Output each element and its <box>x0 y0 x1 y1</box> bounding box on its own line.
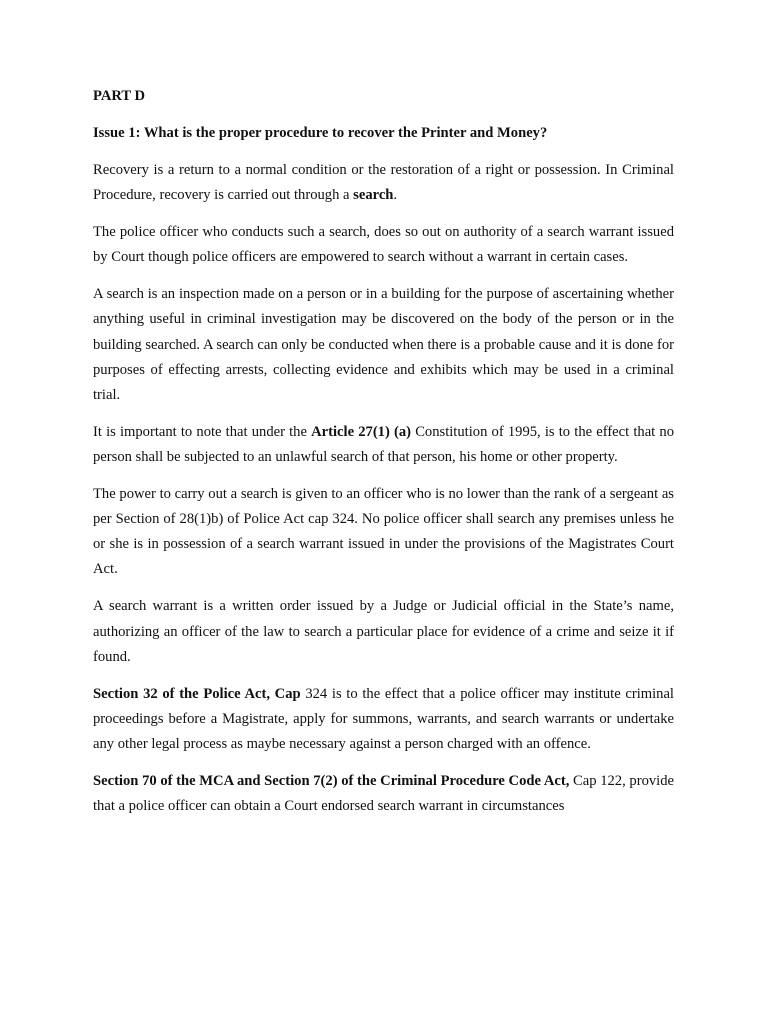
bold-citation-article: Article 27(1) (a) <box>311 423 412 440</box>
paragraph-recovery: Recovery is a return to a normal condition or the restoration of a right or possession. In Criminal Procedure, recovery is carried out through a search. <box>93 162 674 204</box>
paragraph-section-32: Section 32 of the Police Act, Cap 324 is to the effect that a police officer may institute criminal proceedings before a Magistrate, apply for summons, warrants, and search warrants or undertake any other legal process as maybe necessary against a person charged with an offence. <box>93 685 674 752</box>
paragraph-search-definition: A search is an inspection made on a person or in a building for the purpose of ascertaining whether anything useful in criminal investigation may be discovered on the body of the person or in the building searched. A search can only be conducted when there is a probable cause and it is done for purposes of effecting arrests, collecting evidence and exhibits which may be used in a criminal trial. <box>93 286 674 403</box>
bold-citation-section-32: Section 32 of the Police Act, Cap <box>93 685 301 702</box>
bold-term-search: search <box>353 187 394 204</box>
issue-heading: Issue 1: What is the proper procedure to recover the Printer and Money? <box>93 125 548 141</box>
paragraph-power-to-search: The power to carry out a search is given to an officer who is no lower than the rank of a sergeant as per Section of 28(1)b) of Police Act cap 324. No police officer shall search any premises unless he or she is in possession of a search warrant issued in under the provisions of the Magistrates Court Act. <box>93 486 674 578</box>
bold-citation-section-70: Section 70 of the MCA and Section 7(2) of the Criminal Procedure Code Act, <box>93 772 570 789</box>
part-heading: PART D <box>93 88 146 104</box>
paragraph-article-27: It is important to note that under the Article 27(1) (a) Constitution of 1995, is to the effect that no person shall be subjected to an unlawful search of that person, his home or other property. <box>93 423 674 465</box>
paragraph-section-70: Section 70 of the MCA and Section 7(2) of the Criminal Procedure Code Act, Cap 122, provide that a police officer can obtain a Court endorsed search warrant in circumstances <box>93 772 674 815</box>
paragraph-search-warrant-authority: The police officer who conducts such a search, does so out on authority of a search warrant issued by Court though police officers are empowered to search without a warrant in certain cases. <box>93 224 674 266</box>
paragraph-warrant-definition: A search warrant is a written order issued by a Judge or Judicial official in the State’s name, authorizing an officer of the law to search a particular place for evidence of a crime and seize it if found. <box>93 598 674 665</box>
document-page <box>93 84 674 819</box>
